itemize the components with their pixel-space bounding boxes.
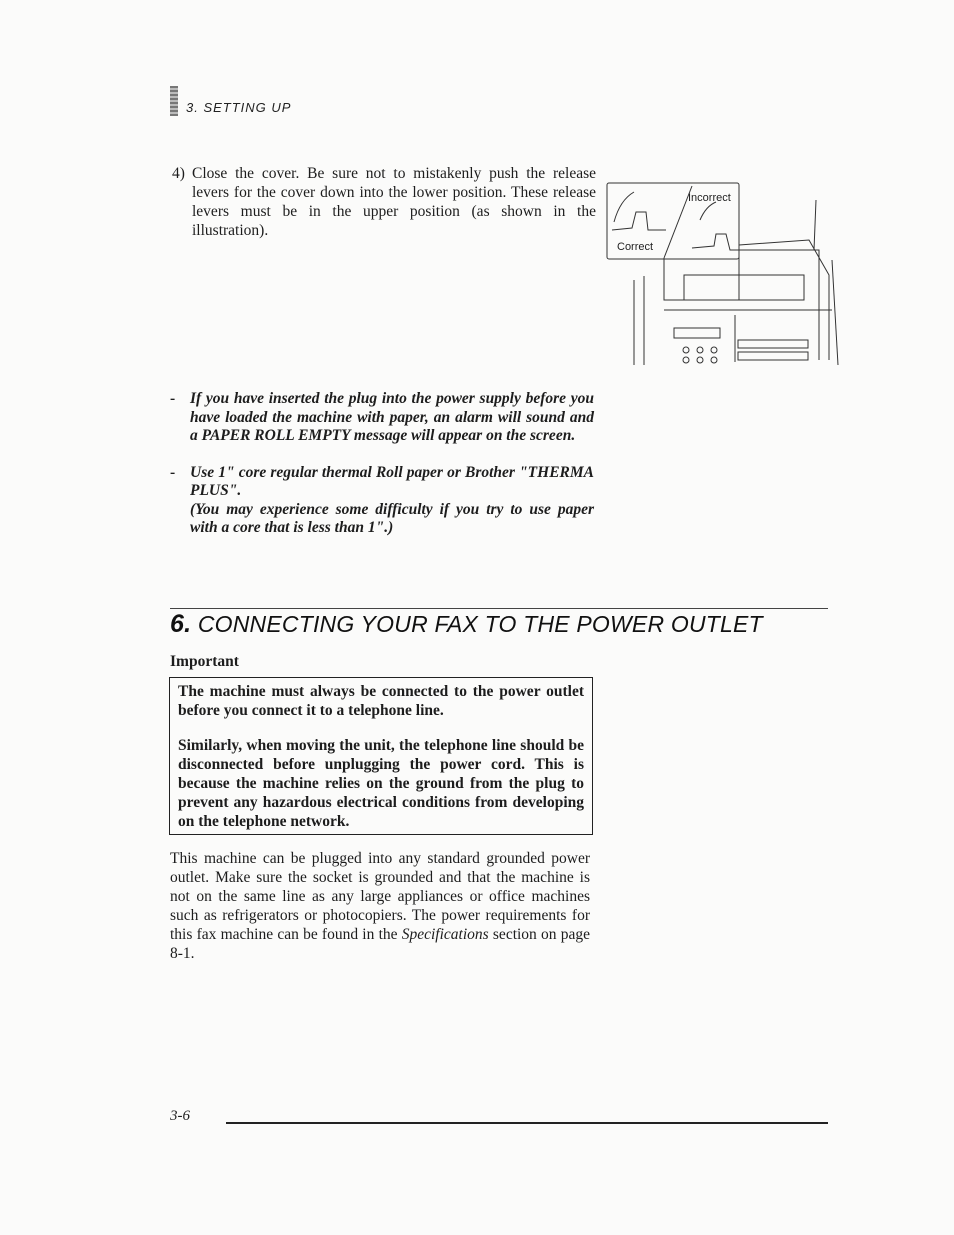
header-text: 3. SETTING UP (186, 99, 292, 115)
section-number: 6. (170, 610, 192, 638)
note-dash: - (170, 463, 176, 481)
notes-list (170, 390, 594, 538)
step-text: Close the cover. Be sure not to mistakenly push the release levers for the cover down into the lower position. These release levers must be in the upper position (as shown in the illustration). (192, 165, 596, 239)
section-divider (170, 608, 828, 609)
note-subtext: (You may experience some difficulty if you try to use paper with a core that is less than 1".) (190, 500, 594, 536)
label-correct: Correct (617, 241, 654, 253)
header-bar-decoration (170, 86, 178, 116)
note-paper-alarm (170, 390, 594, 446)
body-text-end: section on page 8-1. (170, 926, 591, 962)
note-dash: - (170, 390, 176, 407)
footer-rule (226, 1122, 828, 1124)
section-heading (170, 610, 763, 639)
body-paragraph (170, 849, 590, 963)
running-header (170, 92, 291, 122)
label-incorrect: Incorrect (688, 192, 731, 204)
note-text: Use 1" core regular thermal Roll paper or Brother "THERMA PLUS". (190, 463, 594, 499)
body-text-start: This machine can be plugged into any standard grounded power outlet. Make sure the socket is grounded and that the machine is not on the same line as any large appliances or office machines such as refrigerators or photocopiers. The power requirements for this fax machine can be found in the (170, 850, 590, 943)
specifications-emphasis: Specifications (401, 926, 489, 943)
note-paper-core (170, 464, 594, 538)
page-number: 3-6 (170, 1108, 190, 1124)
section-title-text: CONNECTING YOUR FAX TO THE POWER OUTLET (197, 611, 763, 637)
important-label: Important (170, 653, 239, 670)
release-lever-illustration (604, 180, 844, 370)
important-para-1: The machine must always be connected to the power outlet before you connect it to a telephone line. (178, 683, 584, 719)
step-4 (172, 164, 596, 240)
note-text: If you have inserted the plug into the power supply before you have loaded the machine with paper, an alarm will sound and a PAPER ROLL EMPTY message will appear on the screen. (190, 390, 594, 444)
step-number: 4) (172, 165, 185, 182)
important-box (169, 677, 593, 835)
important-para-2: Similarly, when moving the unit, the telephone line should be disconnected before unplugging the power cord. This is because the machine relies on the ground from the plug to prevent any hazardous electrical conditions from developing on the telephone network. (178, 737, 584, 830)
